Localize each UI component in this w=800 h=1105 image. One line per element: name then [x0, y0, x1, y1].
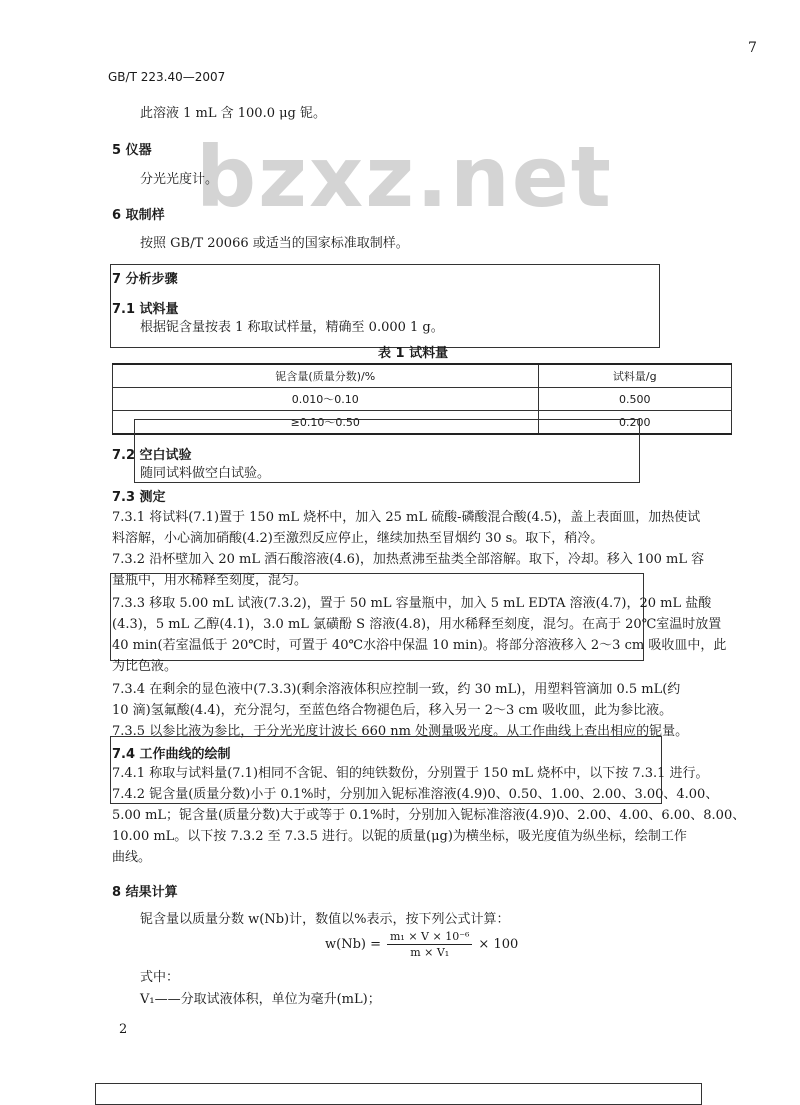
paragraph-line: 7.3.5 以参比液为参比，于分光光度计波长 660 nm 处测量吸光度。从工作曲线上查出相应的铌量。: [112, 724, 689, 739]
formula-rhs: × 100: [478, 937, 519, 952]
section-6-title: 6 取制样: [112, 208, 165, 223]
paragraph-line: 7.4.2 铌含量(质量分数)小于 0.1%时，分别加入铌标准溶液(4.9)0、0.50、1.00、2.00、3.00、4.00、: [112, 787, 719, 802]
section-7-2-text: 随同试料做空白试验。: [140, 466, 271, 481]
table-header-row: [113, 364, 732, 388]
table-cell: 0.500: [538, 388, 731, 411]
formula-lhs: w(Nb) =: [325, 937, 381, 952]
watermark: bzxz.net: [196, 128, 613, 226]
paragraph-line: 7.3.4 在剩余的显色液中(7.3.3)(剩余溶液体积应控制一致，约 30 mL)，用塑料管滴加 0.5 mL(约: [112, 682, 681, 697]
paragraph-line: 7.3.1 将试料(7.1)置于 150 mL 烧杯中，加入 25 mL 硫酸-磷酸混合酸(4.5)，盖上表面皿，加热使试: [112, 510, 701, 525]
corner-mark: 7: [748, 40, 757, 56]
paragraph-line: 为比色液。: [112, 659, 178, 674]
paragraph-line: 7.4.1 称取与试料量(7.1)相同不含铌、钼的纯铁数份，分别置于 150 mL 烧杯中，以下按 7.3.1 进行。: [112, 766, 709, 781]
formula: [325, 930, 518, 959]
table-header-cell: 铌含量(质量分数)/%: [113, 364, 539, 388]
bottom-box: [95, 1083, 702, 1105]
section-7-title: 7 分析步骤: [112, 272, 178, 287]
paragraph-line: 10.00 mL。以下按 7.3.2 至 7.3.5 进行。以铌的质量(μg)为横坐标，吸光度值为纵坐标，绘制工作: [112, 829, 687, 844]
paragraph-line: 5.00 mL；铌含量(质量分数)大于或等于 0.1%时，分别加入铌标准溶液(4.9)0、2.00、4.00、6.00、8.00、: [112, 808, 746, 823]
table-cell: 0.200: [538, 411, 731, 435]
section-5-text: 分光光度计。: [140, 172, 219, 187]
section-5-title: 5 仪器: [112, 143, 152, 158]
variable-definition: V₁——分取试液体积，单位为毫升(mL)；: [140, 992, 381, 1007]
table-cell: ≥0.10～0.50: [113, 411, 539, 435]
formula-fraction: [387, 930, 472, 959]
paragraph-line: 量瓶中，用水稀释至刻度，混匀。: [112, 573, 308, 588]
section-7-1-text: 根据铌含量按表 1 称取试样量，精确至 0.000 1 g。: [140, 320, 444, 335]
section-8-title: 8 结果计算: [112, 885, 178, 900]
page-number: 2: [119, 1022, 128, 1037]
paragraph-line: 7.3.2 沿杯壁加入 20 mL 酒石酸溶液(4.6)，加热煮沸至盐类全部溶解。取下，冷却。移入 100 mL 容: [112, 552, 705, 567]
section-7-2-title: 7.2 空白试验: [112, 448, 192, 463]
paragraph-line: 料溶解，小心滴加硝酸(4.2)至激烈反应停止，继续加热至冒烟约 30 s。取下，稍冷。: [112, 531, 604, 546]
table-header-cell: 试料量/g: [538, 364, 731, 388]
section-7-3-title: 7.3 测定: [112, 490, 166, 505]
paragraph-line: 10 滴)氢氟酸(4.4)，充分混匀，至蓝色络合物褪色后，移入另一 2～3 cm 吸收皿，此为参比液。: [112, 703, 673, 718]
section-8-intro: 铌含量以质量分数 w(Nb)计，数值以%表示，按下列公式计算：: [140, 912, 510, 927]
section-7-1-title: 7.1 试料量: [112, 302, 179, 317]
section-7-4-title: 7.4 工作曲线的绘制: [112, 747, 231, 762]
section-6-text: 按照 GB/T 20066 或适当的国家标准取制样。: [140, 236, 409, 251]
paragraph-line: 7.3.3 移取 5.00 mL 试液(7.3.2)，置于 50 mL 容量瓶中，加入 5 mL EDTA 溶液(4.7)，20 mL 盐酸: [112, 596, 712, 611]
paragraph-line: 40 min(若室温低于 20℃时，可置于 40℃水浴中保温 10 min)。将部分溶液移入 2～3 cm 吸收皿中，此: [112, 638, 727, 653]
solution-note: 此溶液 1 mL 含 100.0 μg 铌。: [140, 106, 327, 121]
table-cell: 0.010～0.10: [113, 388, 539, 411]
standard-number: GB/T 223.40—2007: [108, 70, 226, 84]
paragraph-line: (4.3)，5 mL 乙醇(4.1)，3.0 mL 氯磺酚 S 溶液(4.8)，用水稀释至刻度，混匀。在高于 20℃室温时放置: [112, 617, 722, 632]
table-1-caption: 表 1 试料量: [378, 346, 449, 361]
table-row: [113, 388, 732, 411]
formula-denominator: m × V₁: [410, 946, 450, 959]
paragraph-line: 曲线。: [112, 850, 152, 865]
formula-where: 式中：: [140, 970, 180, 985]
formula-numerator: m₁ × V × 10⁻⁶: [387, 930, 472, 945]
